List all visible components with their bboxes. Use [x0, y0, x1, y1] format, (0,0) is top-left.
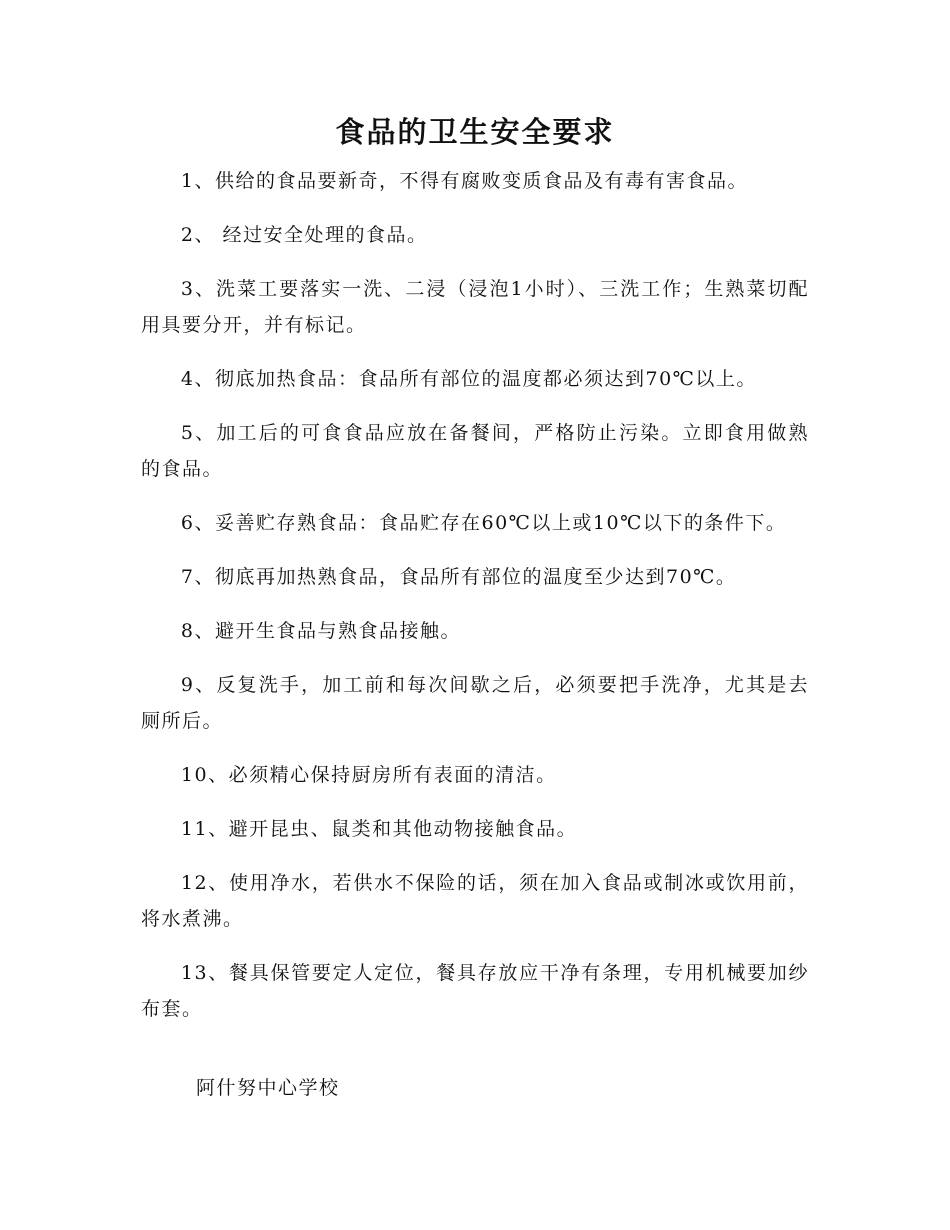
- paragraph-1: 1、供给的食品要新奇，不得有腐败变质食品及有毒有害食品。: [180, 170, 748, 192]
- paragraph-8: 8、避开生食品与熟食品接触。: [180, 620, 461, 642]
- document-title: 食品的卫生安全要求: [335, 115, 615, 149]
- paragraph-11: 11、避开昆虫、鼠类和其他动物接触食品。: [180, 818, 578, 840]
- paragraph-2: 2、 经过安全处理的食品。: [180, 224, 428, 246]
- paragraph-9: 9、反复洗手，加工前和每次间歇之后，必须要把手洗净，尤其是去厕所后。: [141, 674, 809, 732]
- paragraph-5: 5、加工后的可食食品应放在备餐间，严格防止污染。立即食用做熟的食品。: [141, 422, 809, 480]
- document-body: [141, 163, 809, 1045]
- paragraph-12: 12、使用净水，若供水不保险的话，须在加入食品或制冰或饮用前，将水煮沸。: [141, 872, 809, 930]
- paragraph-6: 6、妥善贮存熟食品：食品贮存在60℃以上或10℃以下的条件下。: [180, 512, 787, 534]
- paragraph-3: 3、洗菜工要落实一洗、二浸（浸泡1小时）、三洗工作；生熟菜切配用具要分开，并有标记。: [141, 278, 809, 336]
- paragraph-7: 7、彻底再加热熟食品，食品所有部位的温度至少达到70℃。: [180, 566, 737, 588]
- signature-school-name: 阿什努中心学校: [196, 1077, 340, 1099]
- paragraph-13: 13、餐具保管要定人定位，餐具存放应干净有条理，专用机械要加纱布套。: [141, 962, 809, 1020]
- paragraph-4: 4、彻底加热食品：食品所有部位的温度都必须达到70℃以上。: [180, 368, 757, 390]
- paragraph-10: 10、必须精心保持厨房所有表面的清洁。: [180, 764, 557, 786]
